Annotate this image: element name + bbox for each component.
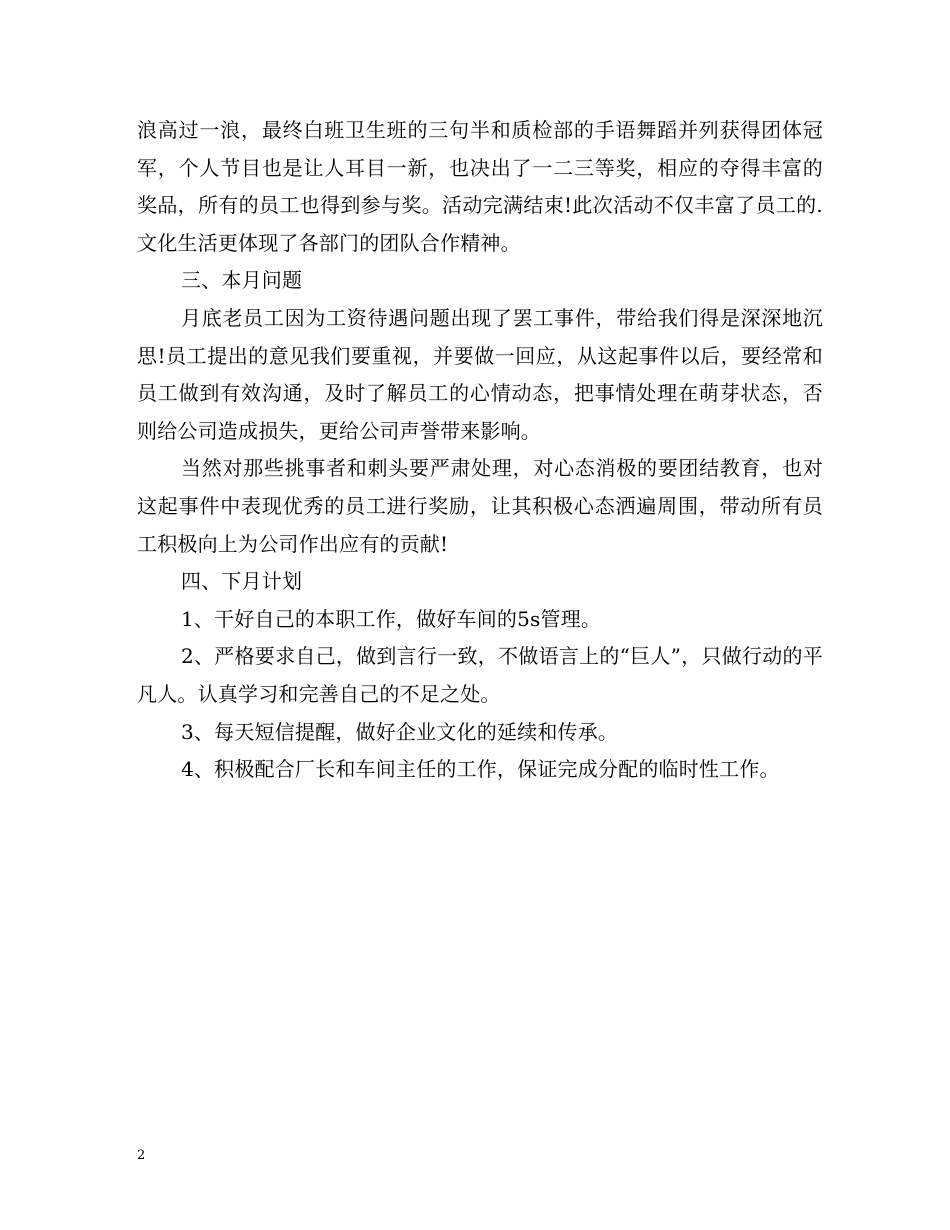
paragraph-strike-incident: 月底老员工因为工资待遇问题出现了罢工事件，带给我们得是深深地沉思!员工提出的意见我们要重视，并要做一回应，从这起事件以后，要经常和员工做到有效沟通，及时了解员工的心情动态，把事情处理在萌芽状态，否则给公司造成损失，更给公司声誉带来影响。 [137,305,823,443]
section-heading-this-month-issues: 三、本月问题 [181,268,303,293]
paragraph-handling-measures: 当然对那些挑事者和刺头要严肃处理，对心态消极的要团结教育，也对这起事件中表现优秀的员工进行奖励，让其积极心态洒遍周围，带动所有员工积极向上为公司作出应有的贡献! [137,456,823,556]
plan-item-1: 1、干好自己的本职工作，做好车间的5s管理。 [181,606,602,631]
plan-item-4: 4、积极配合厂长和车间主任的工作，保证完成分配的临时性工作。 [181,757,780,782]
plan-item-3: 3、每天短信提醒，做好企业文化的延续和传承。 [181,719,619,744]
paragraph-activity-summary: 浪高过一浪，最终白班卫生班的三句半和质检部的手语舞蹈并列获得团体冠军，个人节目也是让人耳目一新，也决出了一二三等奖，相应的夺得丰富的奖品，所有的员工也得到参与奖。活动完满结束!此次活动不仅丰富了员工的.文化生活更体现了各部门的团队合作精神。 [137,118,823,255]
document-body [137,112,823,789]
section-heading-next-month-plan: 四、下月计划 [181,569,303,594]
page-number: 2 [137,1148,146,1163]
plan-item-2: 2、严格要求自己，做到言行一致，不做语言上的“巨人”，只做行动的平凡人。认真学习和完善自己的不足之处。 [137,644,823,706]
